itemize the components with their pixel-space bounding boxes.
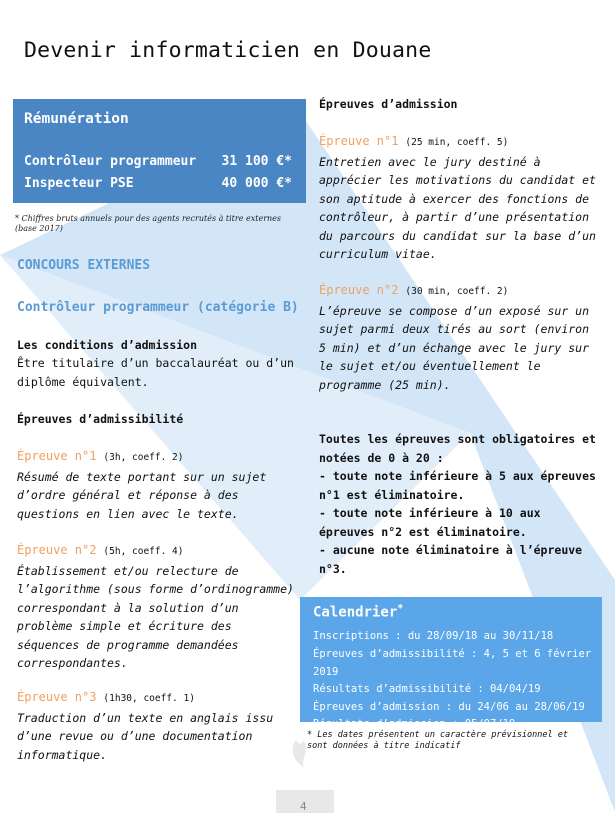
page-number: 4	[300, 800, 307, 813]
conditions-heading: Les conditions d’admission	[17, 338, 198, 352]
remuneration-label: Contrôleur programmeur	[24, 154, 197, 169]
calendrier-line: Épreuves d’admissibilité : 4, 5 et 6 février	[313, 648, 592, 660]
admissibilite-epreuve-2	[17, 541, 294, 673]
remuneration-box	[13, 99, 306, 203]
admissibilite-epreuve-1	[17, 447, 266, 523]
epreuve-meta: (1h30, coeff. 1)	[103, 693, 195, 704]
calendrier-heading: Calendrier*	[313, 603, 404, 621]
calendrier-footnote: * Les dates présentent un caractère prévisionnel et sont données à titre indicatif	[307, 730, 568, 751]
calendrier-line: Résultats d’admission : 05/07/19	[313, 718, 516, 730]
remuneration-row	[24, 176, 292, 191]
admissibilite-heading: Épreuves d’admissibilité	[17, 412, 184, 426]
calendrier-line: 2019	[313, 666, 339, 678]
epreuve-description: L’épreuve se compose d’un exposé sur un sujet parmi deux tirés au sort (environ 5 min) et d’un échange avec le jury sur le sujet et/ou éventuellement le programme (25 min).	[319, 303, 590, 392]
calendrier-line: Inscriptions : du 28/09/18 au 30/11/18	[313, 630, 554, 642]
admission-epreuve-1	[319, 132, 596, 264]
epreuve-label: Épreuve n°1	[17, 449, 97, 463]
calendrier-line: Épreuves d’admission : du 24/06 au 28/06/19	[313, 701, 585, 713]
epreuve-label: Épreuve n°1	[319, 134, 399, 148]
calendrier-line: Résultats d’admissibilité : 04/04/19	[313, 683, 541, 695]
concours-subheading: Contrôleur programmeur (catégorie B)	[17, 300, 299, 315]
admissibilite-epreuve-3	[17, 688, 273, 764]
remuneration-footnote: * Chiffres bruts annuels pour des agents recrutés à titre externes (base 2017)	[15, 214, 282, 233]
rules-text: Toutes les épreuves sont obligatoires et notées de 0 à 20 : - toute note inférieure à 5 aux épreuves n°1 est éliminatoire. - toute note inférieure à 10 aux épreuves n°2 est éliminatoire. - aucune note éliminatoire à l’épreuve n°3.	[319, 432, 596, 576]
epreuve-meta: (30 min, coeff. 2)	[405, 286, 509, 297]
admission-heading: Épreuves d’admission	[319, 97, 458, 111]
calendrier-box	[300, 597, 602, 730]
conditions-text: Être titulaire d’un baccalauréat ou d’un diplôme équivalent.	[17, 356, 294, 389]
epreuve-description: Entretien avec le jury destiné à apprécier les motivations du candidat et son aptitude à exercer des fonctions de contrôleur, à partir d’une présentation du parcours du candidat sur la base d’un curriculum vitae.	[319, 154, 596, 261]
epreuve-label: Épreuve n°2	[17, 543, 97, 557]
epreuve-description: Établissement et/ou relecture de l’algorithme (sous forme d’ordinogramme) correspondant à la solution d’un problème simple et écriture des séquences de programme demandées correspondantes.	[17, 563, 294, 670]
page-title: Devenir informaticien en Douane	[24, 38, 432, 63]
remuneration-row	[24, 154, 292, 169]
epreuve-label: Épreuve n°2	[319, 283, 399, 297]
epreuve-meta: (3h, coeff. 2)	[103, 452, 184, 463]
epreuve-description: Résumé de texte portant sur un sujet d’ordre général et réponse à des questions en lien avec le texte.	[17, 469, 267, 521]
concours-heading: CONCOURS EXTERNES	[17, 258, 151, 273]
epreuve-description: Traduction d’un texte en anglais issu d’une revue ou d’une documentation informatique.	[17, 710, 274, 762]
remuneration-heading: Rémunération	[24, 111, 129, 127]
epreuve-meta: (25 min, coeff. 5)	[405, 137, 509, 148]
remuneration-value: 40 000 €*	[221, 176, 292, 191]
epreuve-meta: (5h, coeff. 4)	[103, 546, 184, 557]
remuneration-label: Inspecteur PSE	[24, 176, 134, 191]
epreuve-label: Épreuve n°3	[17, 690, 97, 704]
admission-epreuve-2	[319, 281, 589, 394]
remuneration-value: 31 100 €*	[221, 154, 292, 169]
